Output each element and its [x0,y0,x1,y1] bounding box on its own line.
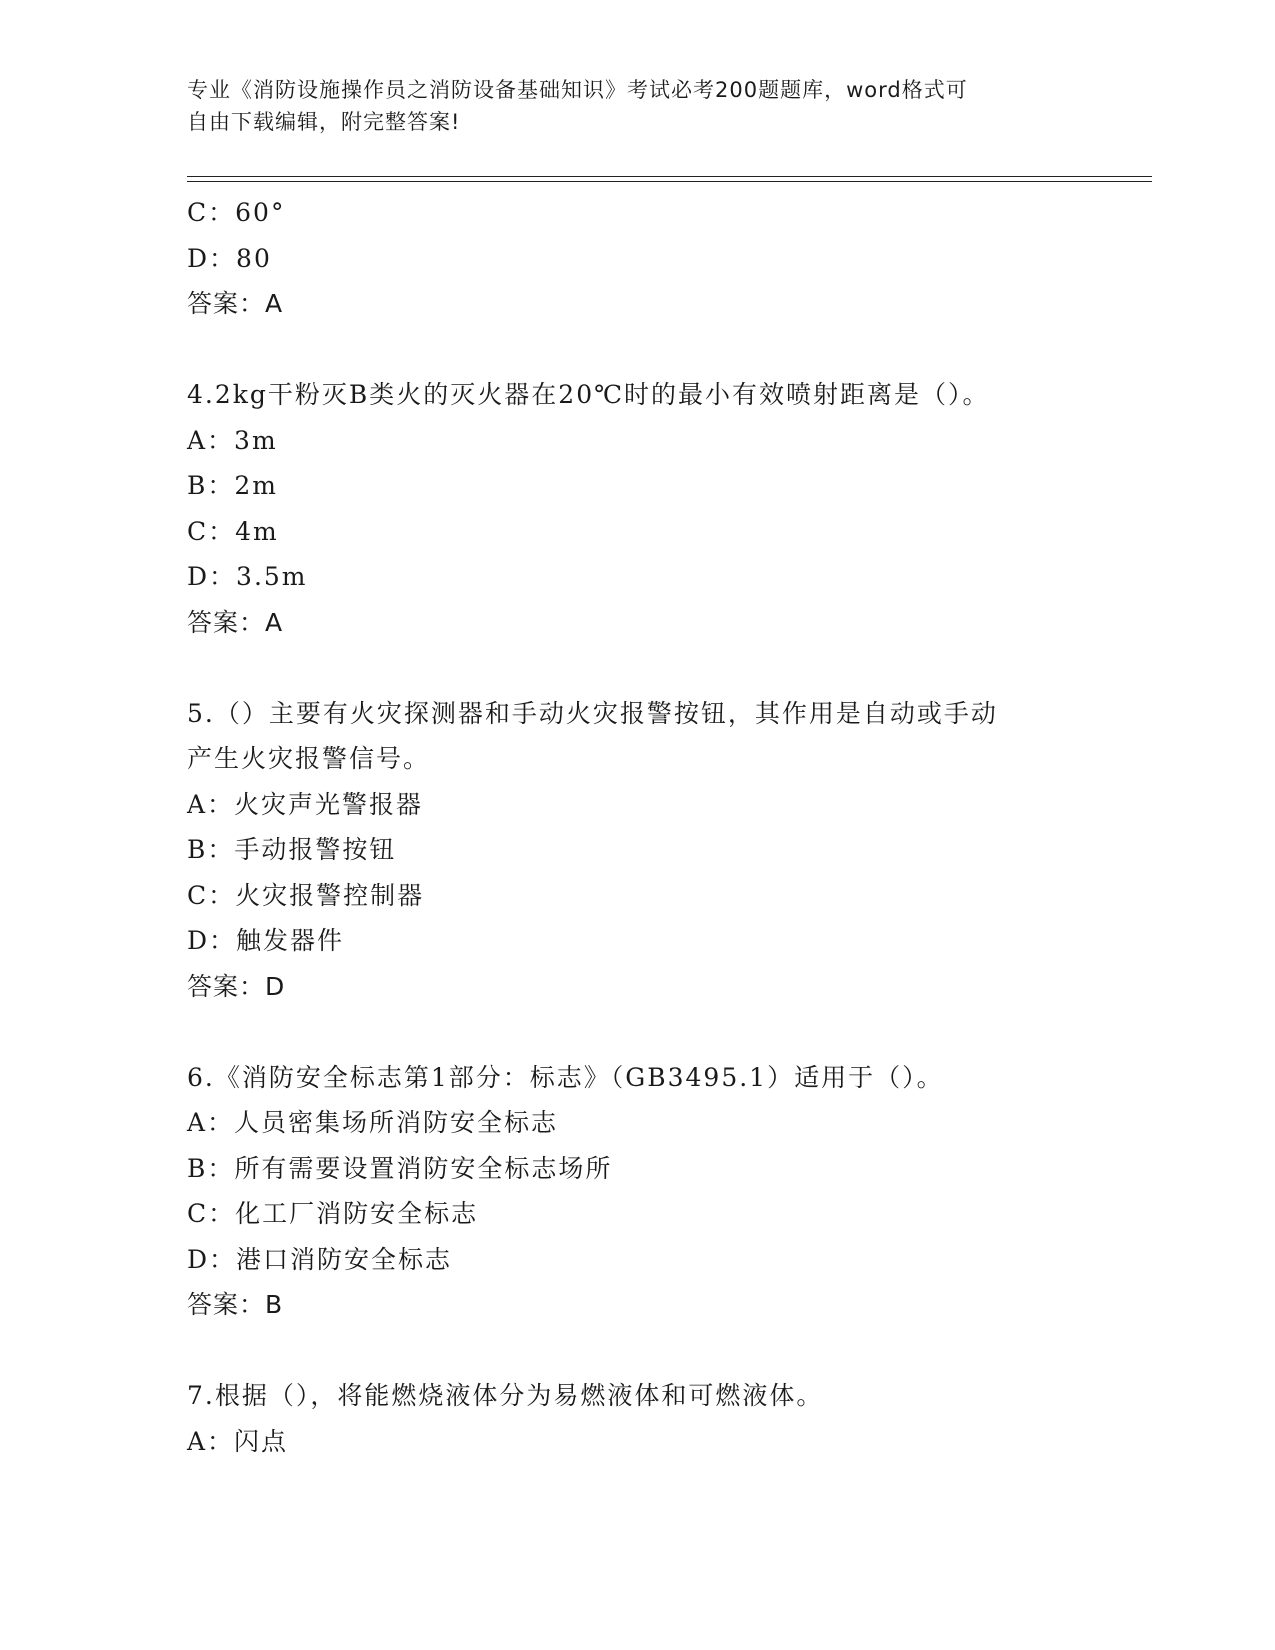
option-d: D：80 [187,243,272,273]
question-stem: 6.《消防安全标志第1部分：标志》（GB3495.1）适用于（）。 [187,1062,944,1092]
option-d: D：触发器件 [187,926,345,955]
option-d: D：3.5m [187,562,308,591]
header-rule-bottom [187,181,1152,182]
option-c: C：火灾报警控制器 [187,880,425,910]
option-a: A：3m [187,425,278,455]
question-stem: 4.2kg干粉灭B类火的灭火器在20℃时的最小有效喷射距离是（）。 [187,380,990,409]
spacer [187,1328,1137,1374]
answer: 答案：D [187,971,286,1001]
option-c: C：60° [187,198,286,227]
spacer [187,327,1137,373]
question-7 [187,1373,1137,1464]
option-c: C：化工厂消防安全标志 [187,1199,479,1228]
answer: 答案：A [187,289,284,318]
question-stem: 7.根据（），将能燃烧液体分为易燃液体和可燃液体。 [187,1381,824,1410]
header-line-2: 自由下载编辑，附完整答案! [187,110,461,134]
option-c: C：4m [187,516,279,546]
question-4 [187,372,1137,645]
question-stem-line-1: 5.（）主要有火灾探测器和手动火灾报警按钮，其作用是自动或手动 [187,698,998,728]
option-b: B：手动报警按钮 [187,835,397,864]
question-stem-line-2: 产生火灾报警信号。 [187,744,431,773]
document-header [187,74,1067,138]
option-a: A：人员密集场所消防安全标志 [187,1108,559,1137]
header-line-1: 专业《消防设施操作员之消防设备基础知识》考试必考200题题库，word格式可 [187,78,968,102]
answer: 答案：B [187,1290,284,1319]
option-a: A：闪点 [187,1426,289,1456]
option-a: A：火灾声光警报器 [187,789,424,819]
spacer [187,1009,1137,1055]
option-b: B：2m [187,471,278,500]
spacer [187,645,1137,691]
question-5 [187,691,1137,1010]
question-list [187,190,1137,1464]
option-d: D：港口消防安全标志 [187,1244,453,1274]
question-6 [187,1055,1137,1328]
question-3-partial [187,190,1137,327]
answer: 答案：A [187,607,284,637]
option-b: B：所有需要设置消防安全标志场所 [187,1153,613,1183]
header-rule-top [187,176,1152,177]
